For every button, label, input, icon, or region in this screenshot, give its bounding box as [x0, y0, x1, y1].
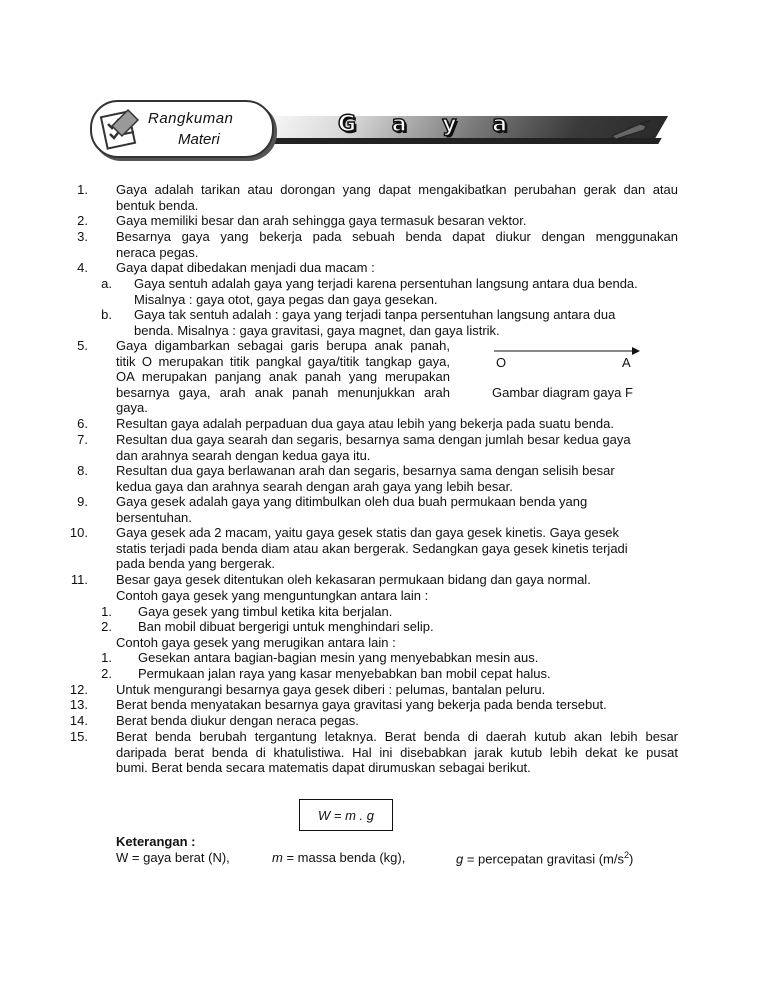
list-item-number: 2. — [101, 666, 112, 681]
list-item-text: Gaya tak sentuh adalah : gaya yang terjadi tanpa persentuhan langsung antara dua — [134, 307, 616, 322]
list-item-number: 8. — [77, 463, 88, 478]
banner-bar-shadow — [246, 138, 661, 144]
legend-g-text: = percepatan gravitasi (m/s — [463, 851, 625, 867]
legend-m-text: = massa benda (kg), — [282, 850, 406, 865]
list-item-number: 2. — [101, 619, 112, 634]
list-item-text: Besar gaya gesek ditentukan oleh kekasaran permukaan bidang dan gaya normal. — [116, 572, 591, 587]
section-header — [90, 98, 670, 160]
list-item-text: Gaya memiliki besar dan arah sehingga gaya termasuk besaran vektor. — [116, 213, 527, 228]
summary-badge — [90, 100, 274, 158]
list-item-text: benda. Misalnya : gaya gravitasi, gaya magnet, dan gaya listrik. — [134, 322, 500, 338]
list-item-text: Resultan gaya adalah perpaduan dua gaya atau lebih yang bekerja pada suatu benda. — [116, 416, 615, 431]
page-title: G a y a — [338, 112, 522, 137]
list-item-number: 7. — [77, 432, 88, 447]
list-item-text: besarnya gaya, arah anak panah menunjukkan arah — [116, 384, 450, 400]
legend-title: Keterangan : — [116, 834, 196, 849]
list-item-text: statis terjadi pada benda diam atau akan bergerak. Sedangkan gaya gesek kinetis terjadi — [116, 540, 628, 556]
list-item-text: Gaya gesek yang timbul ketika kita berjalan. — [138, 604, 393, 619]
legend-g-sup: 2 — [624, 850, 630, 860]
list-item-number: 14. — [69, 713, 88, 728]
list-item-text: Ban mobil dibuat bergerigi untuk menghindari selip. — [138, 619, 434, 634]
list-item-number: 3. — [77, 229, 88, 244]
list-item-text: Contoh gaya gesek yang menguntungkan antara lain : — [116, 588, 429, 603]
list-item-number: 10. — [69, 525, 88, 540]
list-item-number: 5. — [77, 338, 88, 353]
list-item-text: Berat benda menyatakan besarnya gaya gravitasi yang bekerja pada benda tersebut. — [116, 697, 607, 712]
force-arrow — [462, 340, 662, 364]
list-item-text: pada benda yang bergerak. — [116, 556, 276, 572]
pen-icon — [610, 120, 652, 140]
list-item-number: 11. — [70, 572, 88, 587]
list-item-text: bentuk benda. — [116, 197, 199, 213]
weight-formula: W = m . g — [299, 799, 393, 831]
list-item-text: titik O merupakan titik pangkal gaya/titik tangkap gaya, — [116, 353, 450, 369]
list-item-number: 1. — [101, 604, 112, 619]
list-item-text: bumi. Berat benda secara matematis dapat dirumuskan sebagai berikut. — [116, 760, 531, 776]
list-item-text: daripada berat benda di khatulistiwa. Hal ini disebabkan jarak kutub lebih dekat ke pusat — [116, 744, 678, 760]
legend-g — [456, 850, 633, 866]
list-item-text: Gaya sentuh adalah gaya yang terjadi karena persentuhan langsung antara dua benda. — [134, 276, 638, 291]
symbol-g: g — [456, 851, 464, 867]
list-item-number: a. — [101, 276, 112, 291]
point-a-label: A — [622, 355, 631, 370]
legend-g-close: ) — [629, 851, 634, 867]
list-item-text: Contoh gaya gesek yang merugikan antara lain : — [116, 635, 396, 650]
list-item-text: Besarnya gaya yang bekerja pada sebuah benda dapat diukur dengan menggunakan — [116, 229, 678, 244]
list-item-text: Gesekan antara bagian-bagian mesin yang menyebabkan mesin aus. — [138, 650, 539, 665]
list-item-number: 15. — [69, 729, 88, 744]
list-item-text: bersentuhan. — [116, 509, 192, 525]
list-item-text: Berat benda berubah tergantung letaknya. Berat benda di daerah kutub akan lebih besar — [116, 729, 678, 744]
point-o-label: O — [496, 355, 507, 370]
force-diagram — [462, 340, 662, 400]
checklist-icon — [98, 106, 142, 150]
list-item-number: 12. — [69, 682, 88, 697]
legend-m — [272, 850, 405, 865]
list-item-text: Gaya gesek adalah gaya yang ditimbulkan oleh dua buah permukaan benda yang — [116, 494, 588, 509]
list-item-text: neraca pegas. — [116, 244, 199, 260]
list-item-number: 4. — [77, 260, 88, 275]
list-item-number: 13. — [69, 697, 88, 712]
list-item-text: dan arahnya searah dengan kedua gaya itu. — [116, 447, 371, 463]
legend-w: W = gaya berat (N), — [116, 850, 230, 865]
list-item-text: Resultan dua gaya berlawanan arah dan segaris, besarnya sama dengan selisih besar — [116, 463, 615, 478]
list-item-number: 9. — [77, 494, 88, 509]
list-item-number: 1. — [77, 182, 88, 197]
list-item-text: Permukaan jalan raya yang kasar menyebabkan ban mobil cepat halus. — [138, 666, 551, 681]
diagram-caption: Gambar diagram gaya F — [492, 385, 633, 400]
list-item-text: Resultan dua gaya searah dan segaris, besarnya sama dengan jumlah besar kedua gaya — [116, 432, 631, 447]
list-item-text: Untuk mengurangi besarnya gaya gesek diberi : pelumas, bantalan peluru. — [116, 682, 546, 697]
list-item-text: OA merupakan panjang anak panah yang merupakan — [116, 369, 450, 385]
list-item-number: 1. — [101, 650, 112, 665]
list-item-text: Gaya digambarkan sebagai garis berupa anak panah, — [116, 338, 450, 353]
badge-title-line1: Rangkuman — [148, 110, 234, 127]
list-item-number: b. — [101, 307, 112, 322]
list-item-text: Gaya adalah tarikan atau dorongan yang dapat mengakibatkan perubahan gerak dan atau — [116, 182, 678, 197]
symbol-m: m — [272, 850, 283, 865]
list-item-text: Misalnya : gaya otot, gaya pegas dan gaya gesekan. — [134, 291, 438, 307]
list-item-text: kedua gaya dan arahnya searah dengan arah gaya yang lebih besar. — [116, 478, 513, 494]
list-item-text: gaya. — [116, 400, 148, 416]
list-item-text: Berat benda diukur dengan neraca pegas. — [116, 713, 359, 728]
list-item-number: 2. — [77, 213, 88, 228]
list-item-number: 6. — [77, 416, 88, 431]
list-item-text: Gaya dapat dibedakan menjadi dua macam : — [116, 260, 375, 275]
badge-title-line2: Materi — [178, 131, 220, 148]
list-item-text: Gaya gesek ada 2 macam, yaitu gaya gesek statis dan gaya gesek kinetis. Gaya gesek — [116, 525, 619, 540]
